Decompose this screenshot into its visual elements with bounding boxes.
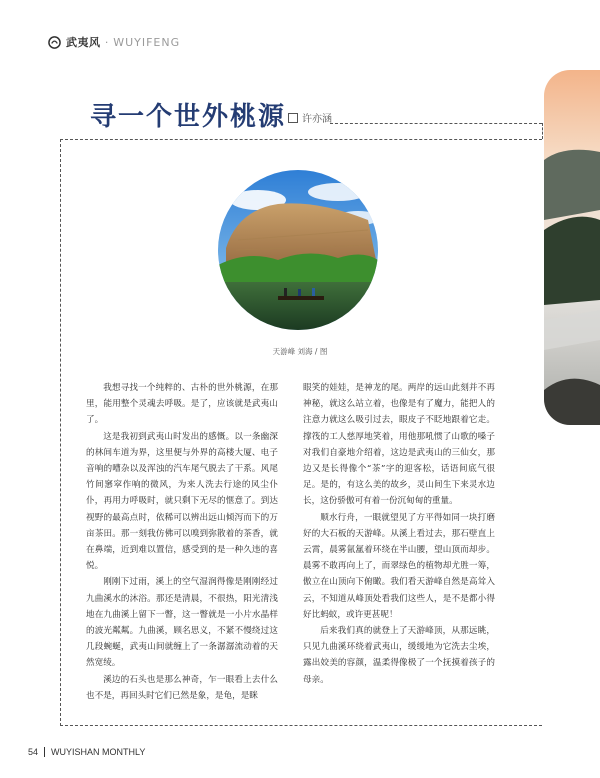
- photo-caption: 天游峰 刘海 / 图: [272, 347, 328, 356]
- photo-illustration: [218, 170, 378, 330]
- brand-separator: ·: [104, 36, 109, 49]
- article-column-right: [303, 380, 495, 688]
- brand-name: [66, 34, 180, 50]
- paragraph: 后来我们真的就登上了天游峰顶，从那远眺，只见九曲溪环绕着武夷山，缓缓地为它洗去尘埃，露出姣美的容颜，温柔得像极了一个抚摸着孩子的母亲。: [303, 626, 495, 685]
- page-number: 54: [28, 747, 39, 757]
- frame-border-top-right: [330, 123, 542, 124]
- paragraph: 我想寻找一个纯粹的、古朴的世外桃源，在那里，能用整个灵魂去呼吸。是了，应该就是武夷山了。: [86, 383, 278, 426]
- author-byline: [288, 110, 332, 125]
- article-column-left: [86, 380, 278, 704]
- mountain-mist-image: [544, 70, 600, 425]
- side-photo-strip: [544, 70, 600, 425]
- paragraph: 溪边的石头也是那么神奇，乍一眼看上去什么也不是，再回头时它们已然是象，是龟，是眯: [86, 674, 278, 701]
- masthead: [48, 34, 180, 50]
- article-photo: [218, 170, 378, 330]
- brand-name-en: WUYIFENG: [113, 36, 181, 49]
- frame-border-corner: [542, 123, 543, 139]
- paragraph: 这是我初到武夷山时发出的感慨。以一条幽深的林间车道为界，这里便与外界的高楼大厦、电子音响的嘈杂以及浑浊的汽车尾气脱去了干系。风尾竹间窸窣作响的微风，为来人洗去行途的风尘仆仆，再用力呼吸时，就只剩下无尽的惬意了。到达视野的最高点时，依稀可以辨出远山倾泻而下的万亩茶田。那一刻我仿佛可以嗅到弥散着的茶香，就在鼻端，近到难以置信，感受到的是一种久违的喜悦。: [86, 431, 278, 572]
- paragraph: 顺水行舟，一眼就望见了方平得如同一块打磨好的大石板的天游峰。从溪上看过去，那石壁直上云霄，晨雾氤氲着环绕在半山腰，望山顶而却步。晨雾不敢再向上了，而翠绿色的植物却尤胜一筹，傲立在山顶向下俯瞰。我们看天游峰自然是高耸入云，不知道从峰顶处看我们这些人，是不是都小得好比蚂蚁，或许更甚呢！: [303, 512, 495, 620]
- square-icon: [288, 113, 298, 123]
- author-name: 许亦涵: [302, 114, 332, 125]
- publication-name: WUYISHAN MONTHLY: [51, 747, 146, 757]
- article-title: 寻一个世外桃源: [90, 102, 287, 132]
- brand-logo-icon: [48, 36, 61, 49]
- paragraph: 眼笑的娃娃，是神龙的尾。两岸的远山此刻并不再神秘，就这么站立着，也像是有了魔力，能把人的注意力就这么吸引过去，眼皮子不眨地跟着它走。撑筏的工人慈厚地笑着，用他那吼惯了山歌的嗓子对我们自豪地介绍着，这边是武夷山的三仙女，那边又是长得像个“茶”字的迎客松，话语间底气很足。是的，有这么美的故乡，灵山间生下来灵水边长，这份骄傲可有着一份沉甸甸的重量。: [303, 383, 495, 507]
- page-footer: [28, 747, 145, 757]
- paragraph: 刚刚下过雨，溪上的空气湿润得像是刚刚经过九曲溪水的沐浴。那还是清晨，不很热，阳光清浅地在九曲溪上留下一瞥，这一瞥就是一小片水晶样的波光粼粼。九曲溪，顾名思义，不紧不慢绕过这几段蜿蜒，武夷山间就缠上了一条潺潺流动着的天然宽绫。: [86, 577, 278, 669]
- footer-divider: [44, 747, 45, 757]
- brand-name-cn: 武夷风: [66, 36, 101, 49]
